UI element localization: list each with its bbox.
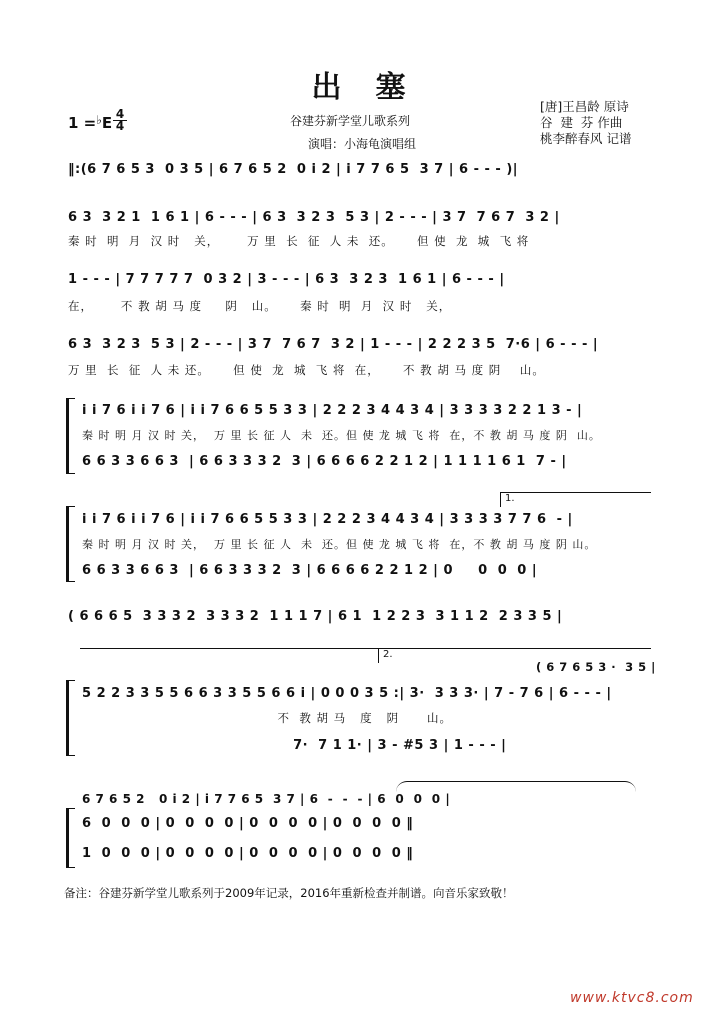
lyric-row-3: 万 里 长 征 人 未 还。 但 使 龙 城 飞 将 在， 不 教 胡 马 度 阴 山。 (68, 363, 545, 377)
volta-first-ending: 1. (500, 492, 651, 507)
credit-transcriber: 桃李醉春风 记谱 (540, 131, 632, 146)
system-brace (66, 506, 75, 582)
key-signature: 1 =♭E (68, 113, 113, 132)
score-row-6-lower: 7· 7 1 1· | 3 - #5 3 | 1 - - - | (82, 738, 507, 753)
system-brace (66, 398, 75, 474)
score-row-7-upper: 6 0 0 0 | 0 0 0 0 | 0 0 0 0 | 0 0 0 0 ‖ (82, 816, 414, 831)
system-brace (66, 680, 75, 756)
score-row-3: 6 3 3 2 3 5 3 | 2 - - - | 3 7 7 6 7 3 2 | 1 - - - | 2 2 2 3 5 7·6 | 6 - - - | (68, 337, 599, 352)
volta-second-ending: 2. (378, 648, 651, 663)
score-row-1: 6 3 3 2 1 1 6 1 | 6 - - - | 6 3 3 2 3 5 3 | 2 - - - | 3 7 7 6 7 3 2 | (68, 210, 560, 225)
lyric-row-1: 秦 时 明 月 汉 时 关， 万 里 长 征 人 未 还。 但 使 龙 城 飞 将 (68, 234, 530, 248)
score-row-7-top: 6 7 6 5 2 0 i 2 | i 7 7 6 5 3 7 | 6 - - - | 6 0 0 0 | (82, 792, 451, 806)
lyric-row-4: 秦 时 明 月 汉 时 关， 万 里 长 征 人 未 还。但 使 龙 城 飞 将 在，不 教 胡 马 度 阴 山。 (82, 429, 601, 442)
score-row-5-upper: i i 7 6 i i 7 6 | i i 7 6 6 5 5 3 3 | 2 2 2 3 4 4 3 4 | 3 3 3 3 7 7 6 - | (82, 512, 573, 527)
score-row-7-lower: 1 0 0 0 | 0 0 0 0 | 0 0 0 0 | 0 0 0 0 ‖ (82, 846, 414, 861)
coda-intro-notes: ( 6 7 6 5 3 · 3 5 | (536, 660, 656, 674)
score-row-2: 1 - - - | 7 7 7 7 7 0 3 2 | 3 - - - | 6 3 3 2 3 1 6 1 | 6 - - - | (68, 272, 505, 287)
score-row-6-upper: 5 2 2 3 3 5 5 6 6 3 3 5 5 6 6 i | 0 0 0 3 5 :| 3· 3 3 3· | 7 - 7 6 | 6 - - - | (82, 686, 612, 701)
credits-block (540, 99, 631, 147)
performer-line: 演唱：小海龟演唱组 (307, 137, 416, 151)
lyric-row-5: 秦 时 明 月 汉 时 关， 万 里 长 征 人 未 还。但 使 龙 城 飞 将 在，不 教 胡 马 度 阴 山。 (82, 538, 597, 551)
system-brace (66, 808, 75, 868)
tie-arc (396, 781, 636, 792)
score-row-4-lower: 6 6 3 3 6 6 3 | 6 6 3 3 3 2 3 | 6 6 6 6 2 2 1 2 | 1 1 1 1 6 1 7 - | (82, 454, 567, 469)
score-row-intro: ‖:(6 7 6 5 3 0 3 5 | 6 7 6 5 2 0 i 2 | i 7 7 6 5 3 7 | 6 - - - )| (68, 162, 519, 177)
divider-line (80, 648, 378, 649)
series-subtitle: 谷建芬新学堂儿歌系列 (289, 114, 410, 128)
credit-poet: [唐]王昌龄 原诗 (540, 99, 629, 114)
score-row-5-lower: 6 6 3 3 6 6 3 | 6 6 3 3 3 2 3 | 6 6 6 6 2 2 1 2 | 0 0 0 0 | (82, 563, 538, 578)
credit-composer: 谷 建 芬 作曲 (540, 115, 623, 130)
song-title: 出塞 (311, 70, 440, 105)
footnote: 备注：谷建芬新学堂儿歌系列于2009年记录，2016年重新检查并制谱。向音乐家致敬！ (64, 886, 514, 900)
lyric-row-2: 在， 不 教 胡 马 度 阴 山。 秦 时 明 月 汉 时 关， (68, 299, 452, 313)
site-watermark: www.ktvc8.com (570, 990, 694, 1006)
score-row-4-upper: i i 7 6 i i 7 6 | i i 7 6 6 5 5 3 3 | 2 2 2 3 4 4 3 4 | 3 3 3 3 2 2 1 3 - | (82, 403, 583, 418)
lyric-row-6: 不 教 胡 马 度 阴 山。 (82, 711, 453, 725)
score-row-interlude: ( 6 6 6 5 3 3 3 2 3 3 3 2 1 1 1 7 | 6 1 1 2 2 3 3 1 1 2 2 3 3 5 | (68, 609, 563, 624)
time-signature: 4 4 (113, 109, 127, 132)
